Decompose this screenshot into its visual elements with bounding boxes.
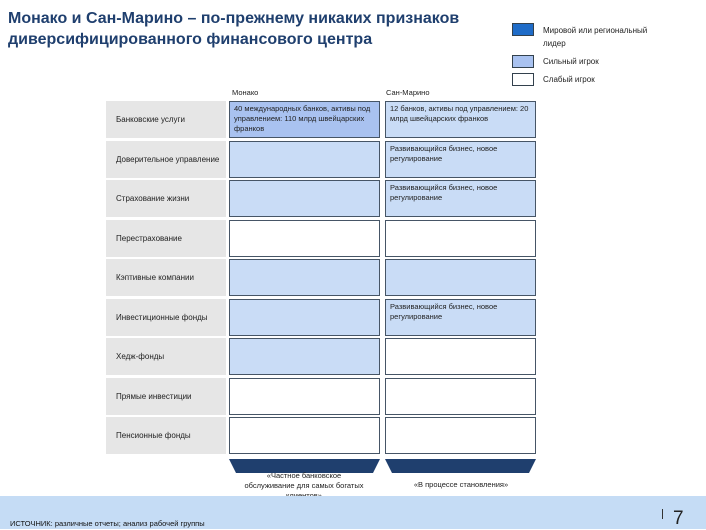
legend-label-weak: Слабый игрок <box>543 75 595 84</box>
monaco-cell <box>229 180 380 217</box>
monaco-cell <box>229 141 380 178</box>
monaco-cell <box>229 338 380 375</box>
row-label: Инвестиционные фонды <box>106 299 226 336</box>
row-label: Перестрахование <box>106 220 226 257</box>
san-marino-cell: Развивающийся бизнес, новое регулирование <box>385 141 536 178</box>
san-marino-cell <box>385 378 536 415</box>
page-separator <box>662 509 663 519</box>
monaco-cell <box>229 299 380 336</box>
san-marino-cell: 12 банков, активы под управлением: 20 млрд швейцарских франков <box>385 101 536 138</box>
legend-swatch-weak <box>512 73 534 86</box>
row-label: Прямые инвестиции <box>106 378 226 415</box>
row-label: Хедж-фонды <box>106 338 226 375</box>
legend-label-world: Мировой или региональный лидер <box>543 26 648 48</box>
legend-swatch-world <box>512 23 534 36</box>
monaco-cell: 40 международных банков, активы под управлением: 110 млрд швейцарских франков <box>229 101 380 138</box>
monaco-cell <box>229 378 380 415</box>
san-marino-cell <box>385 220 536 257</box>
page-title: Монако и Сан-Марино – по-прежнему никаких признаков диверсифицированного финансового центра <box>8 10 460 48</box>
row-label: Страхование жизни <box>106 180 226 217</box>
san-marino-cell <box>385 417 536 454</box>
san-marino-summary: «В процессе становления» <box>413 480 509 489</box>
column-header-monaco: Монако <box>232 88 259 97</box>
monaco-cell <box>229 417 380 454</box>
row-label: Доверительное управление <box>106 141 226 178</box>
column-header-san-marino: Сан-Марино <box>386 88 430 97</box>
san-marino-cell: Развивающийся бизнес, новое регулирование <box>385 299 536 336</box>
row-label: Кэптивные компании <box>106 259 226 296</box>
monaco-cell <box>229 259 380 296</box>
legend-swatch-strong <box>512 55 534 68</box>
san-marino-cell <box>385 259 536 296</box>
monaco-cell <box>229 220 380 257</box>
legend-label-strong: Сильный игрок <box>543 57 599 66</box>
san-marino-cell: Развивающийся бизнес, новое регулирование <box>385 180 536 217</box>
monaco-summary: «Частное банковское обслуживание для самых богатых <box>244 471 364 490</box>
san-marino-summary-arrow <box>385 459 536 473</box>
san-marino-cell <box>385 338 536 375</box>
row-label: Пенсионные фонды <box>106 417 226 454</box>
source-note: ИСТОЧНИК: различные отчеты; анализ рабочей группы <box>10 519 205 528</box>
row-label: Банковские услуги <box>106 101 226 138</box>
page-number: 7 <box>673 508 684 529</box>
